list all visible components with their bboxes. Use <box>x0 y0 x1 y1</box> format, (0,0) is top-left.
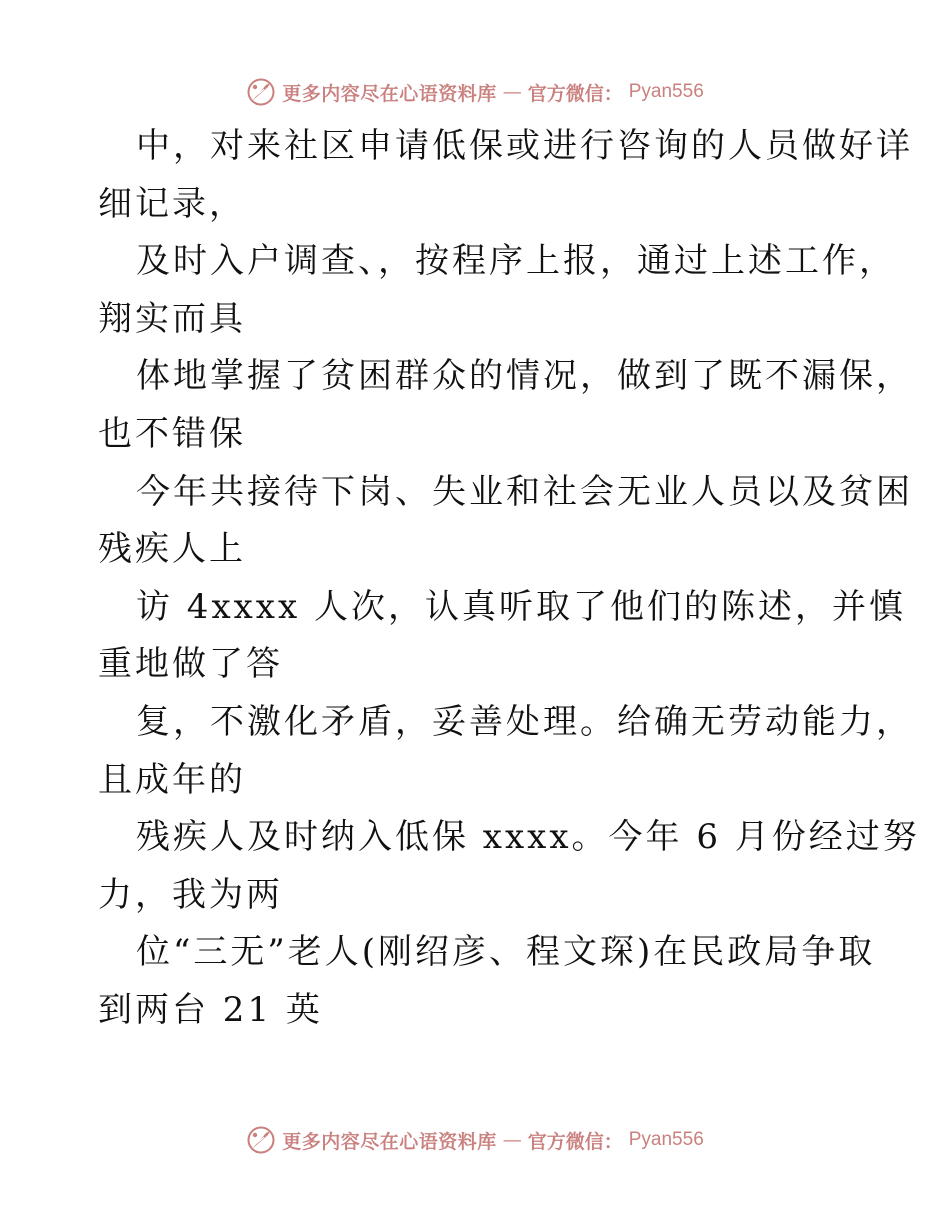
banner-dash: — <box>502 81 522 103</box>
paragraph-line: 残疾人上 <box>98 529 246 570</box>
footer-banner <box>0 1120 950 1160</box>
banner-wechat-id: Pyan556 <box>628 81 704 102</box>
document-body <box>98 118 920 1040</box>
paragraph-line: 且成年的 <box>98 759 246 800</box>
quill-pen-circle-icon <box>246 1125 276 1155</box>
paragraph-line: 残疾人及时纳入低保 xxxx。今年 6 月份经过努 <box>136 817 920 858</box>
banner-title: 更多内容尽在心语资料库 <box>282 1130 497 1153</box>
banner-dash: — <box>502 1129 522 1151</box>
paragraph-line: 力，我为两 <box>98 874 283 915</box>
banner-wechat-label: 官方微信： <box>527 82 623 105</box>
banner-wechat-label: 官方微信： <box>527 1130 623 1153</box>
paragraph-line: 中，对来社区申请低保或进行咨询的人员做好详 <box>136 126 913 166</box>
paragraph-line: 位“三无”老人(刚绍彦、程文琛)在民政局争取 <box>136 932 876 973</box>
paragraph-line: 重地做了答 <box>98 644 283 685</box>
paragraph-line: 访 4xxxx 人次，认真听取了他们的陈述，并慎 <box>136 586 906 627</box>
paragraph-line: 到两台 21 英 <box>98 989 323 1030</box>
paragraph-line: 今年共接待下岗、失业和社会无业人员以及贫困 <box>136 471 913 512</box>
paragraph-line: 体地掌握了贫困群众的情况，做到了既不漏保， <box>136 356 913 397</box>
paragraph-line: 细记录， <box>98 183 246 224</box>
banner-wechat-id: Pyan556 <box>628 1129 704 1150</box>
header-banner <box>0 72 950 112</box>
banner-title: 更多内容尽在心语资料库 <box>282 82 497 105</box>
paragraph-line: 也不错保 <box>98 413 246 454</box>
quill-pen-circle-icon <box>246 77 276 107</box>
paragraph-line: 翔实而具 <box>98 298 246 339</box>
paragraph-line: 及时入户调查、，按程序上报，通过上述工作， <box>136 241 896 282</box>
paragraph-line: 复，不激化矛盾，妥善处理。给确无劳动能力， <box>136 701 913 742</box>
